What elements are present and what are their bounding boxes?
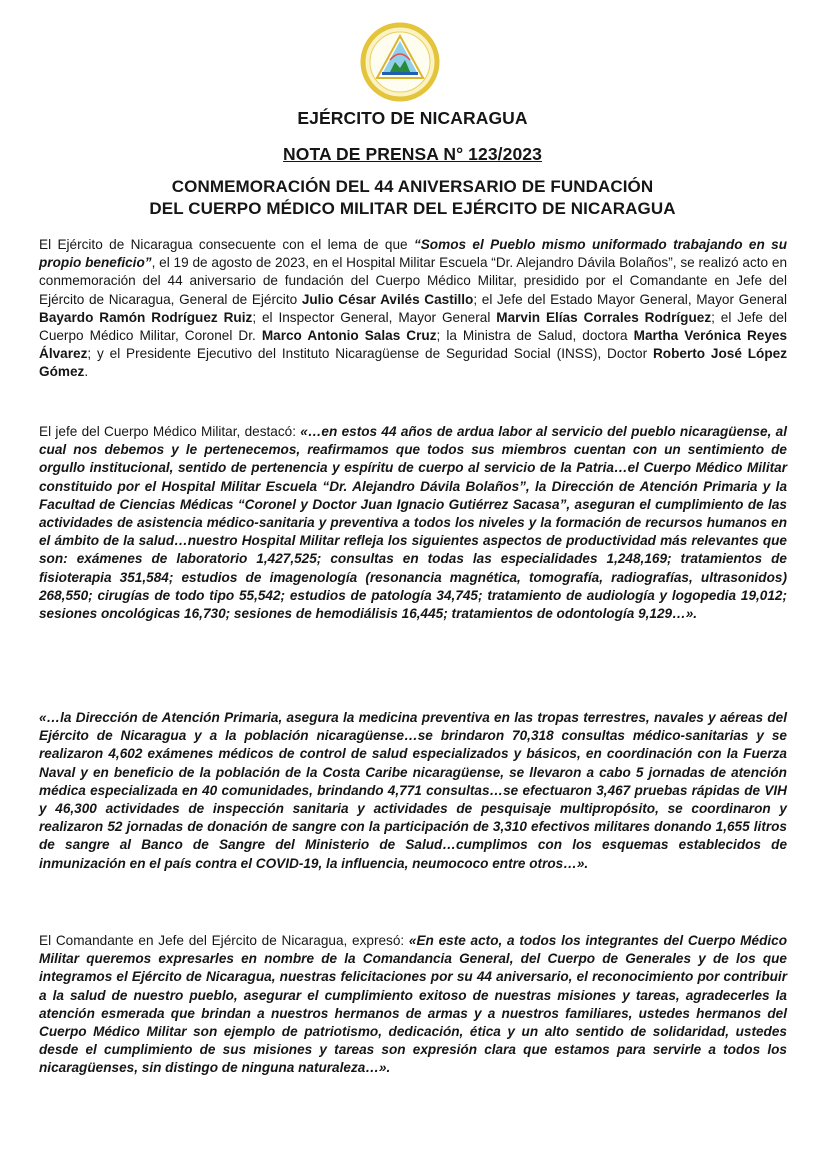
p1-name-1: Julio César Avilés Castillo	[301, 291, 474, 307]
paragraph-3: «…la Dirección de Atención Primaria, asegura la medicina preventiva en las tropas terrestres, navales y aéreas del Ejército de Nicaragua y a la población nicaragüense…se brindaron 70,318 consultas médico-sanitarias y se realizaron 4,602 exámenes médicos de control de salud especializados y básicos, en coordinación con la Fuerza Naval y en beneficio de la población de la Costa Caribe nicaragüense, se llevaron a cabo 5 jornadas de atención médica especializada en 40 comunidades, brindando 4,771 consultas…se efectuaron 3,467 pruebas rápidas de VIH y 46,300 actividades de inspección sanitaria y actividades de pesquisaje multipropósito, se coordinaron y realizaron 52 jornadas de donación de sangre con la participación de 3,310 efectivos militares donando 1,655 litros de sangre al Banco de Sangre del Ministerio de Salud…cumplimos con los esquemas establecidos de inmunización en el país contra el COVID-19, la influencia, neumococo entre otros…».	[39, 710, 787, 871]
p1-name-5: Martha Verónica Reyes Álvarez	[39, 328, 788, 362]
p1-name-2: Bayardo Ramón Rodríguez Ruiz	[39, 309, 253, 325]
p1-name-4: Marco Antonio Salas Cruz	[261, 328, 437, 344]
paragraph-2	[39, 423, 787, 623]
page-title	[0, 176, 825, 220]
p1-text-1: El Ejército de Nicaragua consecuente con el lema de que	[39, 237, 414, 252]
p1-text-4: ; el Inspector General, Mayor General	[252, 309, 497, 325]
paragraph-4	[39, 932, 787, 1078]
nicaragua-coat-of-arms-icon	[360, 22, 440, 102]
title-line-2: DEL CUERPO MÉDICO MILITAR DEL EJÉRCITO DE NICARAGUA	[149, 199, 676, 218]
p4-quote: «En este acto, a todos los integrantes del Cuerpo Médico Militar queremos expresarles en nombre de la Comandancia General, del Cuerpo de Generales y de los que integramos el Ejército de Nicaragua, nuestras felicitaciones por su 44 aniversario, el reconocimiento por contribuir a la salud de nuestro pueblo, asegurar el cumplimiento exitoso de nuestras misiones y tareas, agradecerles la atención esmerada que brindan a nuestros hermanos de armas y a nuestros familiares, ustedes hermanos del Cuerpo Médico Militar son ejemplo de patriotismo, dedicación, ética y un alto sentido de solidaridad, ustedes desde el cumplimiento de sus misiones y tareas son expresión clara que estamos para servirle a todos los nicaragüenses, sin distingo de ninguna naturaleza…».	[39, 933, 788, 1076]
p1-text-3: ; el Jefe del Estado Mayor General, Mayor General	[473, 291, 787, 307]
org-heading: EJÉRCITO DE NICARAGUA	[297, 108, 528, 128]
p1-text-2: , el 19 de agosto de 2023, en el Hospital Militar Escuela “Dr. Alejandro Dávila Bolaños”, se realizó acto en conmemoración del 44 aniversario de fundación del Cuerpo Médico Militar, presidido por el Comandante en Jefe del Ejército de Nicaragua, General de Ejército	[39, 255, 788, 307]
p2-intro: El jefe del Cuerpo Médico Militar, destacó:	[39, 424, 301, 439]
p2-quote: «…en estos 44 años de ardua labor al servicio del pueblo nicaragüense, al cual nos debemos y le pertenecemos, reafirmamos que todos sus miembros cuentan con un sentimiento de orgullo institucional, sentido de pertenencia y espíritu de cuerpo al servicio de la Patria…el Cuerpo Médico Militar constituido por el Hospital Militar Escuela “Dr. Alejandro Dávila Bolaños”, la Dirección de Atención Primaria y la Facultad de Ciencias Médicas “Coronel y Doctor Juan Ignacio Gutiérrez Sacasa”, aseguran el cumplimiento de las actividades de asistencia médico-sanitaria y preventiva a todos los niveles y la formación de recursos humanos en el ámbito de la salud…nuestro Hospital Militar refleja los siguientes aspectos de productividad más relevantes que son: exámenes de laboratorio 1,427,525; consultas en todas las especialidades 1,248,169; tratamientos de fisioterapia 351,584; estudios de imagenología (resonancia magnética, tomografía, radiografías, ultrasonidos) 268,550; cirugías de todo tipo 55,542; estudios de patología 34,745; tratamiento de audiología y logopedia 19,012; sesiones oncológicas 16,730; sesiones de hemodiálisis 16,445; tratamientos de odontología 9,129…».	[39, 424, 787, 622]
p1-text-7: ; y el Presidente Ejecutivo del Instituto Nicaragüense de Seguridad Social (INSS), Doctor	[87, 346, 653, 362]
p4-intro: El Comandante en Jefe del Ejército de Nicaragua, expresó:	[39, 933, 409, 948]
title-line-1: CONMEMORACIÓN DEL 44 ANIVERSARIO DE FUNDACIÓN	[171, 177, 654, 196]
paragraph-1	[39, 236, 787, 382]
p1-name-6: Roberto José López Gómez	[39, 346, 787, 380]
p1-text-6: ; la Ministra de Salud, doctora	[436, 328, 634, 344]
p1-text-8: .	[84, 364, 89, 380]
p1-motto: “Somos el Pueblo mismo uniformado trabajando en su propio beneficio”	[39, 237, 788, 271]
press-note-number: NOTA DE PRENSA N° 123/2023	[283, 144, 542, 164]
p1-text-5: ; el Jefe del Cuerpo Médico Militar, Coronel Dr.	[39, 309, 788, 344]
p1-name-3: Marvin Elías Corrales Rodríguez	[496, 309, 712, 325]
